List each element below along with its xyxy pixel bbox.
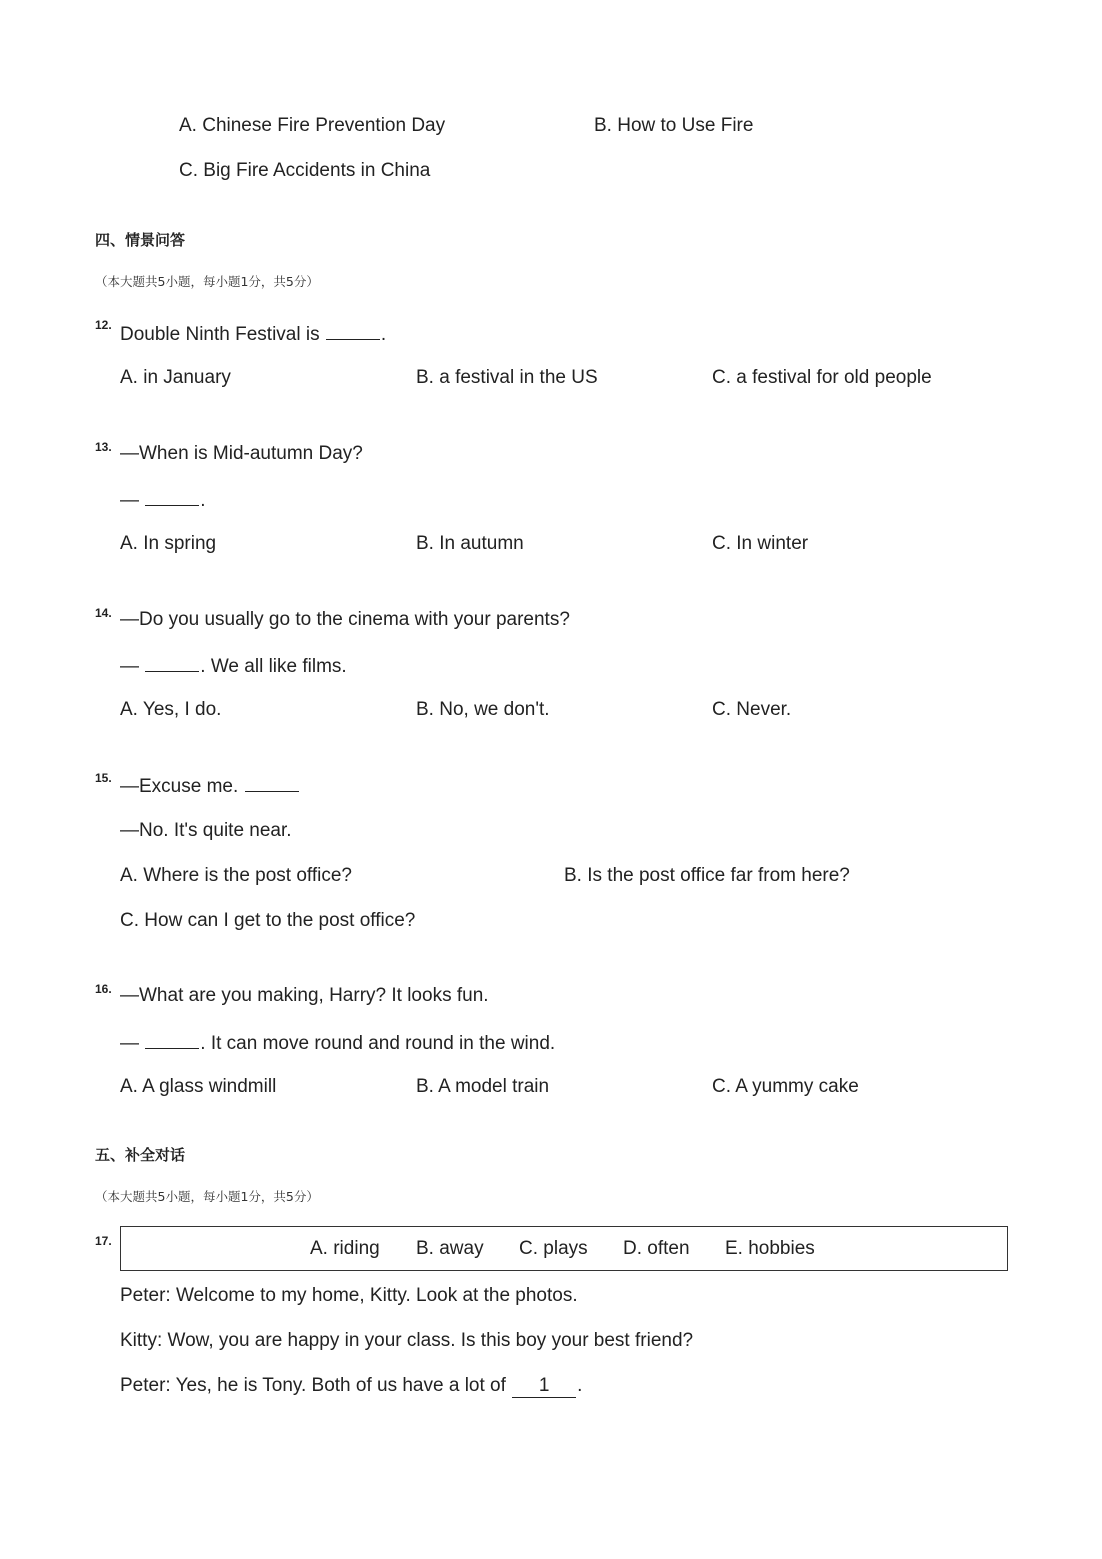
dialogue-line: Kitty: Wow, you are happy in your class. Is this boy your best friend?: [120, 1330, 694, 1351]
option-a: A. Where is the post office?: [120, 865, 352, 886]
dialogue-line: —What are you making, Harry? It looks fun.: [120, 985, 489, 1006]
option-c: C. In winter: [712, 533, 809, 554]
word-option: D. often: [623, 1238, 690, 1259]
word-option: A. riding: [310, 1238, 380, 1259]
option-b: B. In autumn: [416, 533, 524, 554]
section-5-note: （本大题共5小题，每小题1分，共5分）: [95, 1189, 319, 1204]
option-c: C. How can I get to the post office?: [120, 910, 416, 931]
word-bank-box: [120, 1226, 1008, 1271]
option-c: C. Never.: [712, 699, 792, 720]
question-number: 15.: [95, 771, 112, 785]
answer-blank: [145, 653, 199, 672]
question-number: 16.: [95, 982, 112, 996]
answer-blank: [245, 773, 299, 792]
dialogue-response: [120, 653, 347, 679]
response-end: . We all like films.: [200, 656, 347, 677]
response-end: . It can move round and round in the wind.: [200, 1033, 556, 1054]
numbered-blank: 1: [512, 1375, 576, 1398]
section-4-note: （本大题共5小题，每小题1分，共5分）: [95, 274, 319, 289]
stem-text: Double Ninth Festival is: [120, 324, 320, 345]
dialogue-line: Peter: Welcome to my home, Kitty. Look at the photos.: [120, 1285, 578, 1306]
q11-option-c: C. Big Fire Accidents in China: [179, 160, 431, 181]
answer-blank: [145, 1030, 199, 1049]
line-text: Peter: Yes, he is Tony. Both of us have a lot of: [120, 1375, 506, 1396]
word-option: C. plays: [519, 1238, 588, 1259]
option-b: B. A model train: [416, 1076, 550, 1097]
dash: —: [120, 490, 139, 511]
dialogue-response: —No. It's quite near.: [120, 820, 292, 841]
response-end: .: [200, 490, 206, 511]
question-number: 17.: [95, 1234, 112, 1248]
option-a: A. A glass windmill: [120, 1076, 277, 1097]
question-stem: [120, 321, 386, 347]
word-option: B. away: [416, 1238, 484, 1259]
word-option: E. hobbies: [725, 1238, 815, 1259]
option-b: B. No, we don't.: [416, 699, 550, 720]
answer-blank: [326, 321, 380, 340]
option-a: A. in January: [120, 367, 231, 388]
option-a: A. Yes, I do.: [120, 699, 222, 720]
question-number: 13.: [95, 440, 112, 454]
dialogue-response: [120, 487, 206, 513]
section-4-title: 四、情景问答: [95, 231, 186, 249]
dialogue-response: [120, 1030, 555, 1056]
dialogue-line: [120, 773, 300, 799]
line-end: .: [577, 1375, 583, 1396]
option-a: A. In spring: [120, 533, 217, 554]
stem-end: .: [380, 324, 387, 345]
dash: —: [120, 1033, 139, 1054]
option-b: B. Is the post office far from here?: [564, 865, 850, 886]
answer-blank: [145, 487, 199, 506]
option-b: B. a festival in the US: [416, 367, 598, 388]
question-number: 14.: [95, 606, 112, 620]
dash: —: [120, 656, 139, 677]
dialogue-line: [120, 1374, 582, 1398]
dialogue-line: —When is Mid-autumn Day?: [120, 443, 363, 464]
dialogue-line: —Do you usually go to the cinema with your parents?: [120, 609, 570, 630]
option-c: C. a festival for old people: [712, 367, 932, 388]
question-number: 12.: [95, 318, 112, 332]
section-5-title: 五、补全对话: [95, 1146, 186, 1164]
line-text: —Excuse me.: [120, 776, 239, 797]
q11-option-b: B. How to Use Fire: [594, 115, 754, 136]
option-c: C. A yummy cake: [712, 1076, 859, 1097]
q11-option-a: A. Chinese Fire Prevention Day: [179, 115, 446, 136]
